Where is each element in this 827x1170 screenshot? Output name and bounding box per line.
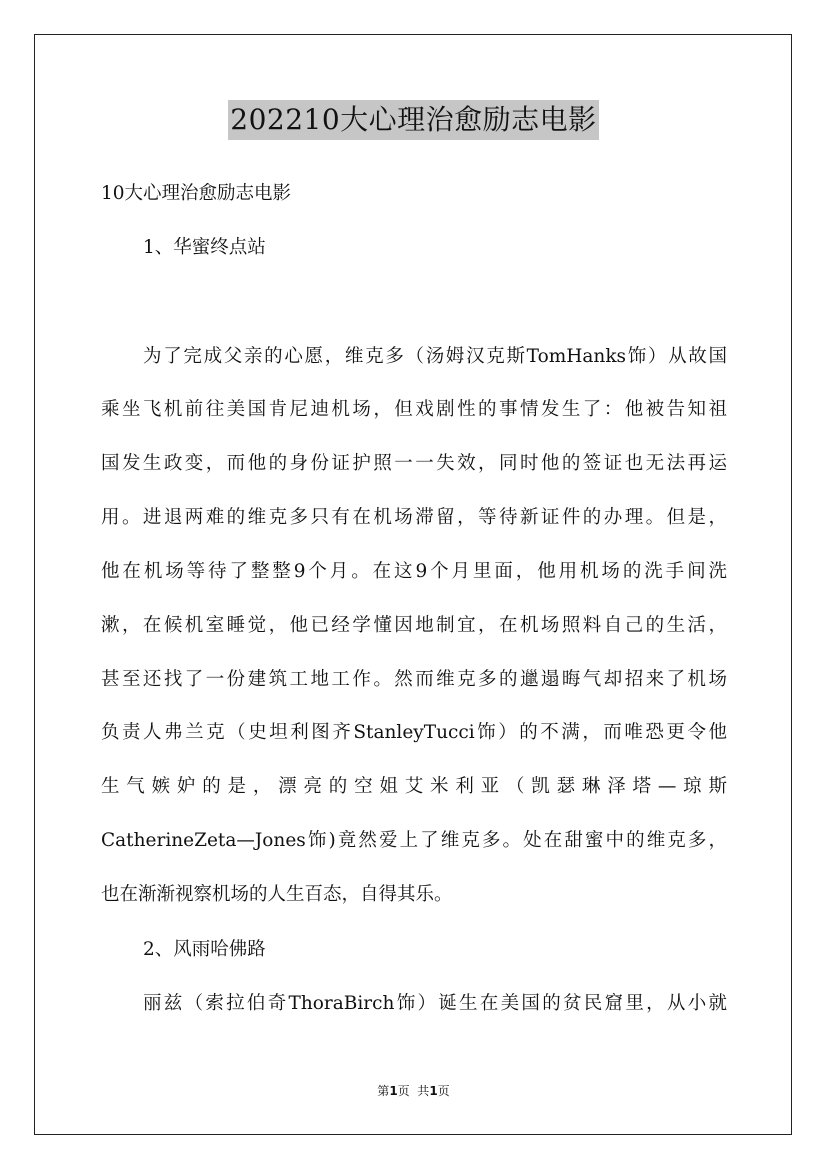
paragraph-line: 生气嫉妒的是，漂亮的空姐艾米利亚（凯瑟琳泽塔—琼斯 [101,776,727,797]
footer-prefix: 第 [377,1084,390,1098]
section-heading-1: 1、华蜜终点站 [143,237,266,258]
paragraph-line: 也在渐渐视察机场的人生百态，自得其乐。 [101,884,453,905]
document-title: 202210大心理治愈励志电影 [228,100,598,140]
paragraph-line: 漱，在候机室睡觉，他已经学懂因地制宜，在机场照料自己的生活， [101,615,727,636]
footer-mid: 页 共 [397,1084,430,1098]
subtitle: 10大心理治愈励志电影 [101,183,292,204]
paragraph-line: 为了完成父亲的心愿，维克多（汤姆汉克斯TomHanks饰）从故国 [143,346,727,367]
title-container [0,100,827,140]
section-heading-2: 2、风雨哈佛路 [143,939,266,960]
paragraph-line: 国发生政变，而他的身份证护照一一失效，同时他的签证也无法再运 [101,453,727,474]
footer-page-current: 1 [389,1084,398,1098]
paragraph-line: CatherineZeta—Jones饰)竟然爱上了维克多。处在甜蜜中的维克多， [101,830,727,851]
paragraph-line: 负责人弗兰克（史坦利图齐StanleyTucci饰）的不满，而唯恐更令他 [101,722,727,743]
paragraph-line: 他在机场等待了整整9个月。在这9个月里面，他用机场的洗手间洗 [101,561,727,582]
paragraph-line: 丽兹（索拉伯奇ThoraBirch饰）诞生在美国的贫民窟里，从小就 [143,993,727,1014]
page-footer [0,1083,827,1099]
footer-suffix: 页 [437,1084,450,1098]
paragraph-line: 用。进退两难的维克多只有在机场滞留，等待新证件的办理。但是， [101,507,727,528]
paragraph-line: 甚至还找了一份建筑工地工作。然而维克多的邋遢晦气却招来了机场 [101,669,727,690]
footer-page-total: 1 [429,1084,438,1098]
paragraph-line: 乘坐飞机前往美国肯尼迪机场，但戏剧性的事情发生了：他被告知祖 [101,399,727,420]
